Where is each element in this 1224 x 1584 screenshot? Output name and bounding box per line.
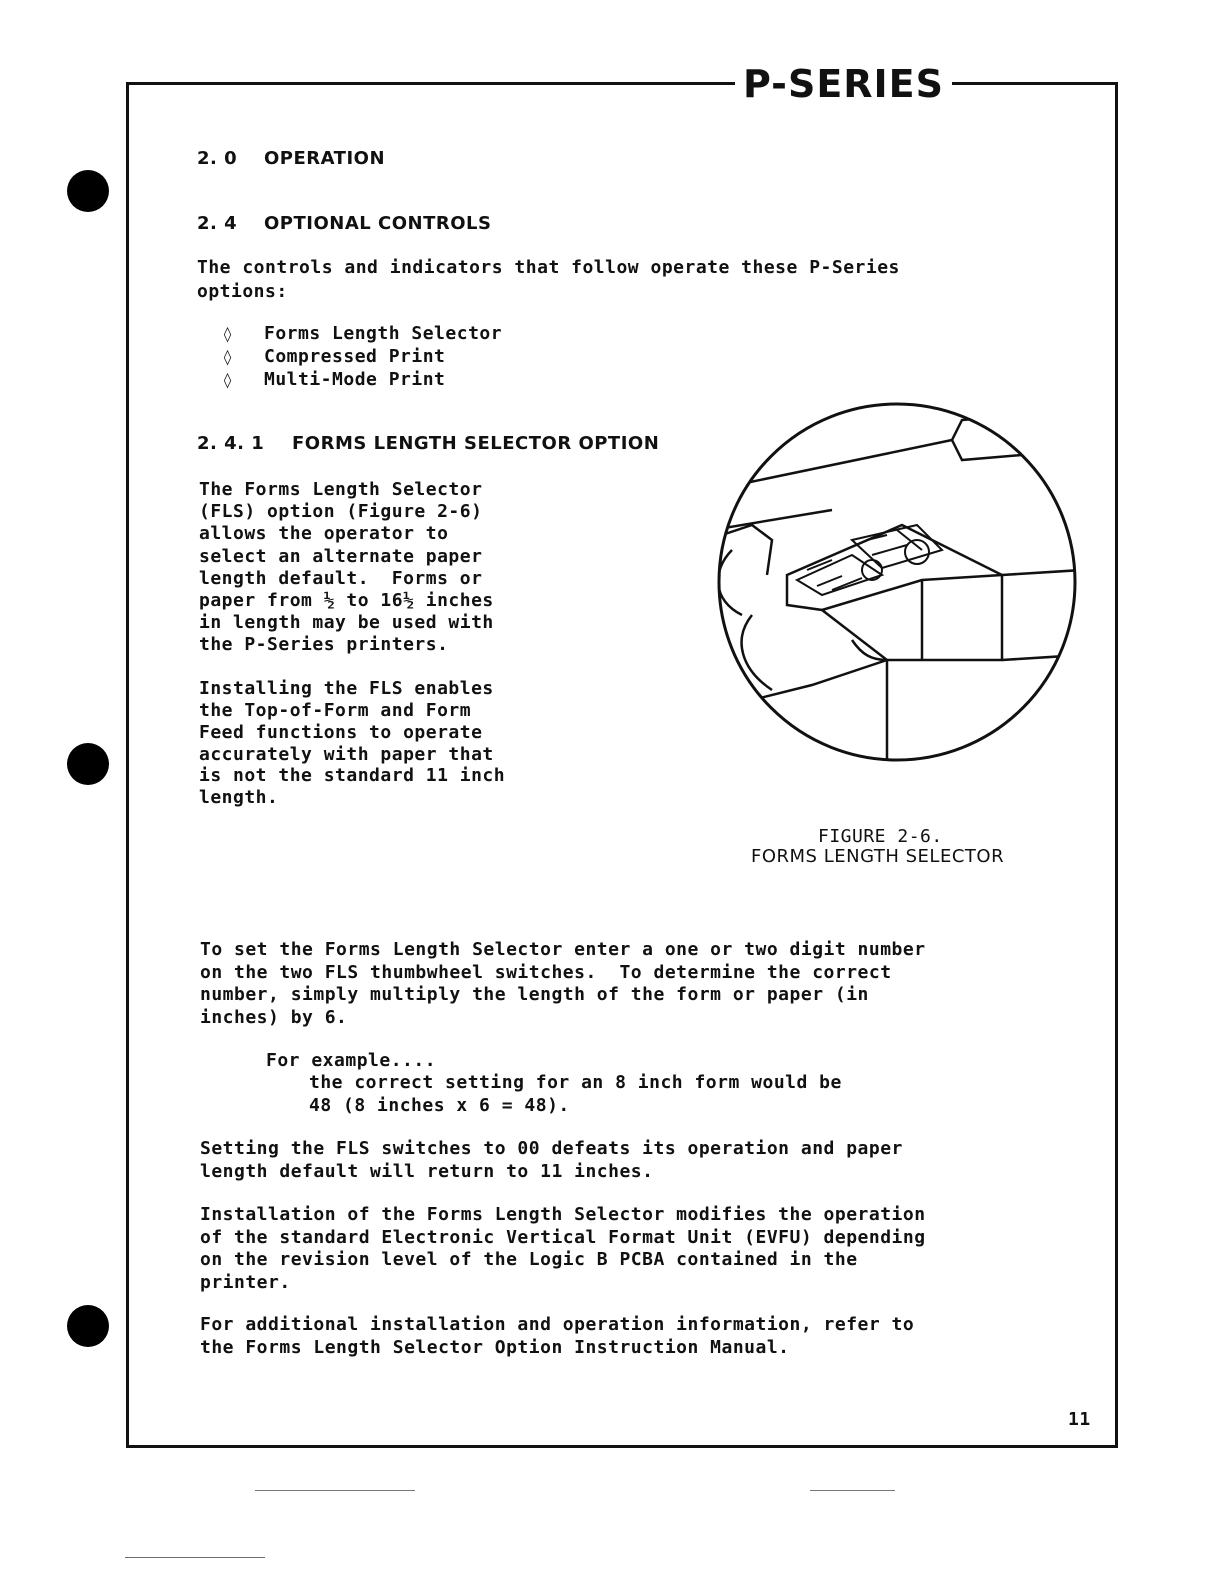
paragraph-line: (FLS) option (Figure 2-6) [199,501,483,522]
paragraph-line: of the standard Electronic Vertical Format Unit (EVFU) depending [200,1227,926,1248]
option-bullet-icon: ◊ [223,371,233,389]
paragraph-line: select an alternate paper [199,546,483,567]
punch-hole-top [67,170,109,212]
option-item: Multi-Mode Print [264,369,446,390]
option-bullet-icon: ◊ [223,348,233,366]
paragraph-line: the Forms Length Selector Option Instruction Manual. [200,1337,790,1358]
example-intro: For example.... [266,1050,437,1071]
paragraph-line: Installation of the Forms Length Selector modifies the operation [200,1204,926,1225]
paragraph-line: the Top-of-Form and Form [199,700,472,721]
paragraph-line: on the revision level of the Logic B PCBA contained in the [200,1249,858,1270]
figure-number: FIGURE 2-6. [818,826,943,847]
paragraph-line: printer. [200,1272,291,1293]
paragraph-line: on the two FLS thumbwheel switches. To determine the correct [200,962,892,983]
intro-line-2: options: [197,281,288,302]
subsection-title: OPTIONAL CONTROLS [264,213,492,234]
forms-length-selector-illustration [712,400,1082,770]
paragraph-line: length default. Forms or [199,568,483,589]
paragraph-line: Installing the FLS enables [199,678,494,699]
subsubsection-number: 2. 4. 1 [197,433,265,454]
subsubsection-title: FORMS LENGTH SELECTOR OPTION [292,433,660,454]
paragraph-line: paper from ½ to 16½ inches [199,590,494,611]
option-item: Compressed Print [264,346,446,367]
paragraph-line: inches) by 6. [200,1007,348,1028]
example-line: 48 (8 inches x 6 = 48). [309,1095,570,1116]
scan-artifact [810,1490,895,1491]
option-bullet-icon: ◊ [223,325,233,343]
paragraph-line: length default will return to 11 inches. [200,1161,654,1182]
paragraph-line: in length may be used with [199,612,494,633]
paragraph-line: allows the operator to [199,523,449,544]
brand-header: P-SERIES [735,60,952,108]
section-number: 2. 0 [197,148,238,169]
page-number: 11 [1068,1409,1091,1430]
paragraph-line: number, simply multiply the length of the form or paper (in [200,984,869,1005]
paragraph-line: For additional installation and operation information, refer to [200,1314,915,1335]
paragraph-line: To set the Forms Length Selector enter a one or two digit number [200,939,926,960]
option-item: Forms Length Selector [264,323,503,344]
scan-artifact [255,1490,415,1491]
scan-artifact [125,1557,265,1558]
figure-caption: FORMS LENGTH SELECTOR [751,846,1005,867]
paragraph-line: accurately with paper that [199,744,494,765]
paragraph-line: is not the standard 11 inch [199,765,506,786]
punch-hole-bottom [67,1305,109,1347]
example-line: the correct setting for an 8 inch form would be [309,1072,842,1093]
subsection-number: 2. 4 [197,213,238,234]
paragraph-line: The Forms Length Selector [199,479,483,500]
paragraph-line: length. [199,787,279,808]
section-title: OPERATION [264,148,386,169]
paragraph-line: the P-Series printers. [199,634,449,655]
punch-hole-middle [67,743,109,785]
paragraph-line: Feed functions to operate [199,722,483,743]
paragraph-line: Setting the FLS switches to 00 defeats its operation and paper [200,1138,903,1159]
intro-line-1: The controls and indicators that follow operate these P-Series [197,257,900,278]
